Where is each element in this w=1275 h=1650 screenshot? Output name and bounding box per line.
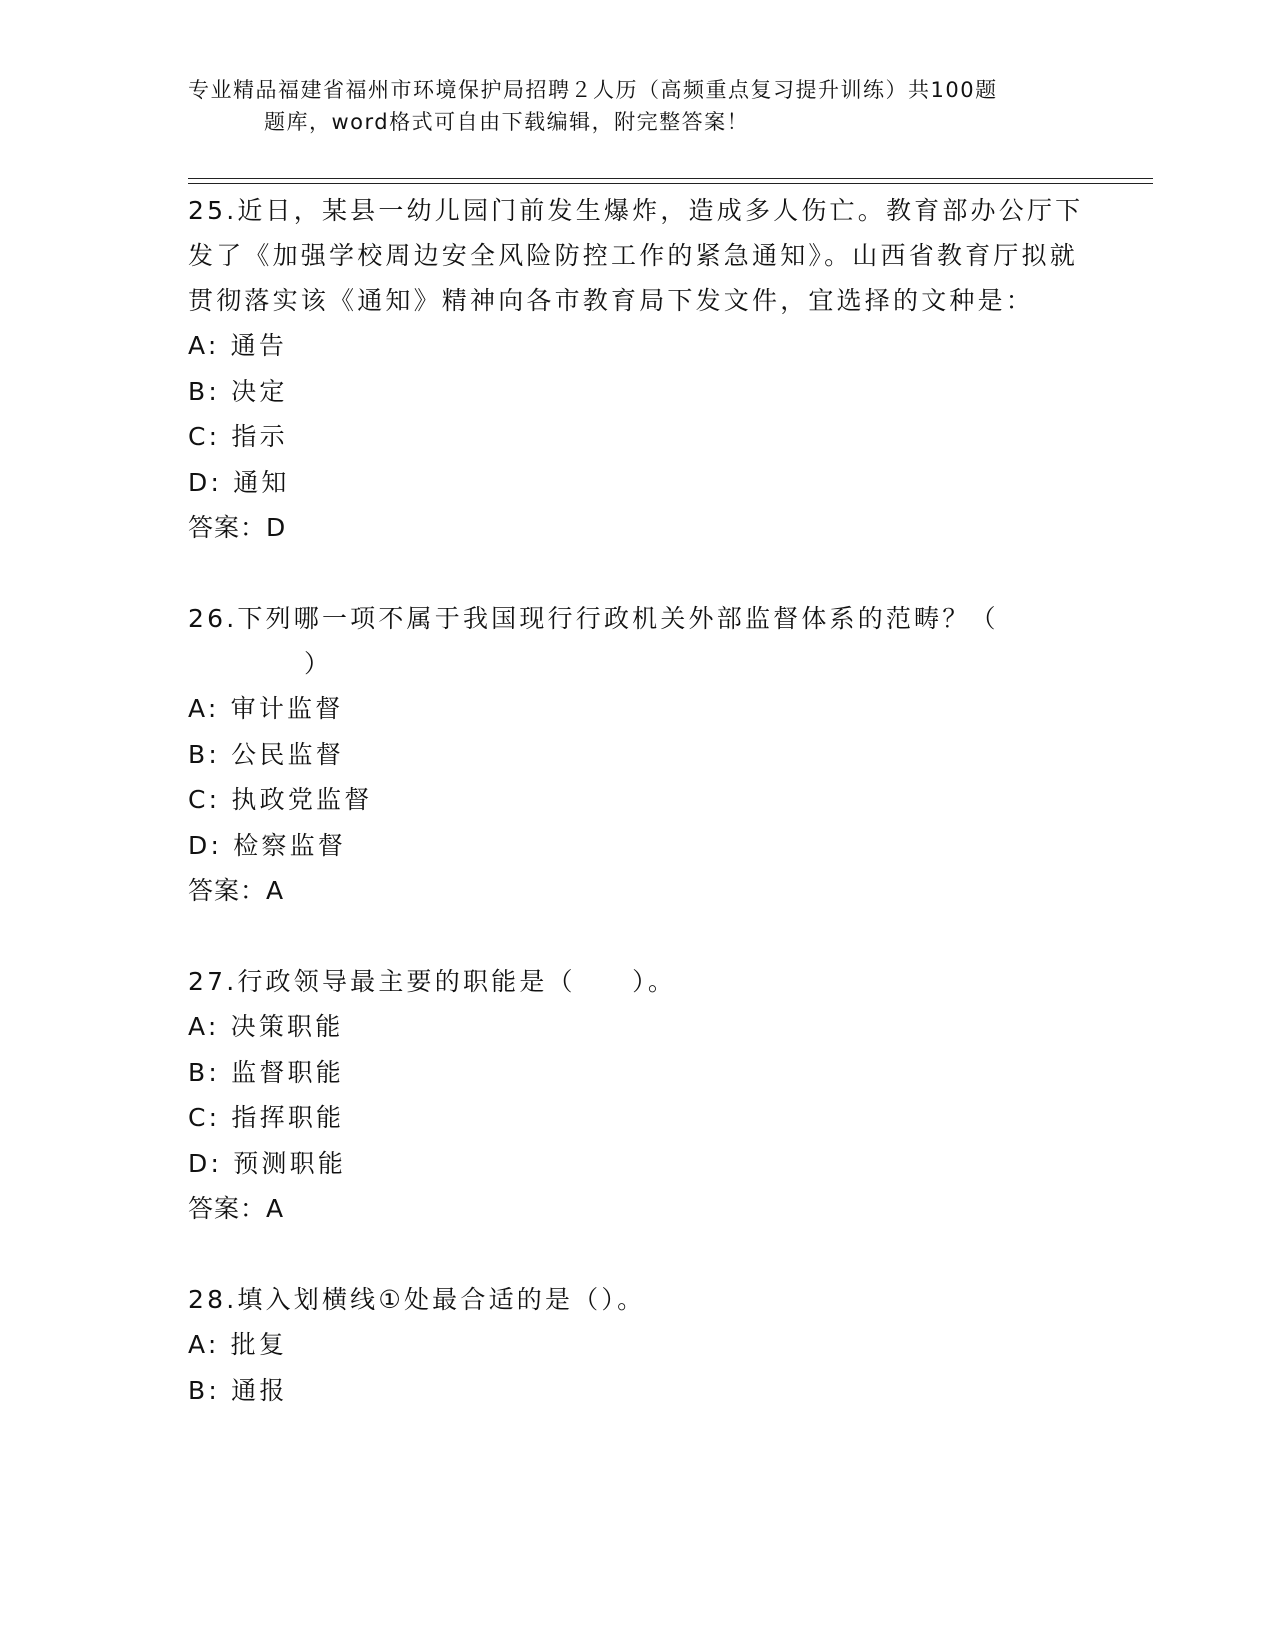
answer-value: A <box>266 1194 284 1223</box>
question-28 <box>188 1277 1088 1413</box>
option-b: B: 监督职能 <box>188 1057 344 1087</box>
question-stem-continuation: ） <box>304 649 333 678</box>
answer-line <box>188 1186 1088 1231</box>
option-a: A: 批复 <box>188 1330 288 1359</box>
question-stem: 25.近日，某县一幼儿园门前发生爆炸，造成多人伤亡。教育部办公厅下发了《加强学校周边安全风险防控工作的紧急通知》。山西省教育厅拟就贯彻落实该《通知》精神向各市教育局下发文件，宜选择的文种是： <box>188 196 1084 315</box>
question-stem-text: 26.下列哪一项不属于我国现行行政机关外部监督体系的范畴？（ <box>188 604 999 633</box>
question-25 <box>188 188 1088 550</box>
answer-line <box>188 868 1088 913</box>
answer-value: D <box>266 513 286 542</box>
question-26 <box>188 596 1088 913</box>
answer-label: 答案： <box>188 513 267 542</box>
question-list <box>188 188 1088 1459</box>
question-stem <box>188 596 1088 686</box>
option-c: C: 指挥职能 <box>188 1103 345 1132</box>
option-d: D: 预测职能 <box>188 1148 347 1178</box>
option-b: B: 公民监督 <box>188 739 344 769</box>
question-27 <box>188 959 1088 1231</box>
option-b: B: 通报 <box>188 1375 288 1405</box>
option-a: A: 通告 <box>188 331 288 360</box>
question-stem: 27.行政领导最主要的职能是（ ）。 <box>188 967 677 996</box>
header-title-line1: 专业精品福建省福州市环境保护局招聘２人历（高频重点复习提升训练）共100题 <box>188 78 998 102</box>
answer-label: 答案： <box>188 876 267 905</box>
answer-line <box>188 505 1088 550</box>
answer-label: 答案： <box>188 1194 267 1223</box>
option-a: A: 审计监督 <box>188 694 344 723</box>
document-header <box>188 74 1088 138</box>
option-d: D: 通知 <box>188 467 290 497</box>
option-c: C: 指示 <box>188 422 288 451</box>
question-stem: 28.填入划横线①处最合适的是（）。 <box>188 1285 646 1314</box>
option-a: A: 决策职能 <box>188 1012 344 1041</box>
header-divider-bottom <box>188 183 1153 184</box>
header-title-line2: 题库，word格式可自由下载编辑，附完整答案！ <box>264 110 750 134</box>
option-b: B: 决定 <box>188 376 288 406</box>
option-c: C: 执政党监督 <box>188 785 373 814</box>
answer-value: A <box>266 876 284 905</box>
header-divider-top <box>188 178 1153 179</box>
option-d: D: 检察监督 <box>188 830 347 860</box>
